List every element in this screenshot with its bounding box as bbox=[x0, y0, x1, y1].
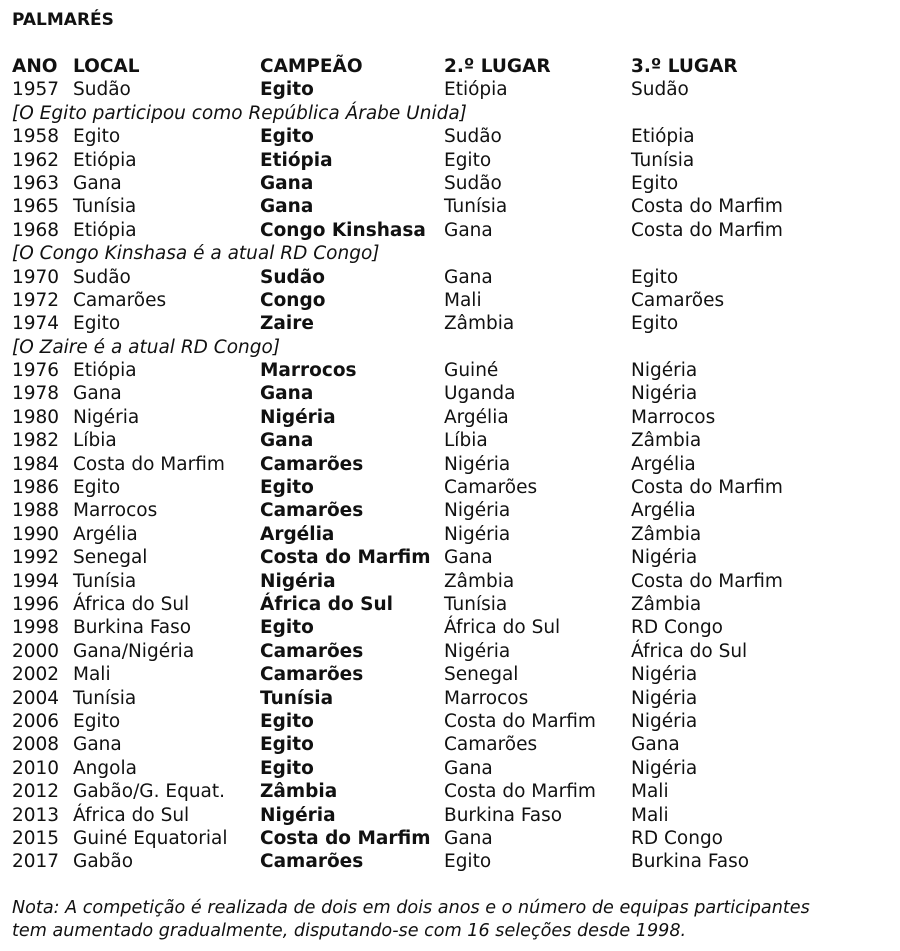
table-row bbox=[12, 827, 892, 850]
local-cell: Gana bbox=[73, 734, 122, 756]
second-place-cell: Zâmbia bbox=[444, 313, 515, 335]
table-row bbox=[12, 219, 892, 242]
note-text: [O Egito participou como República Árabe Unida] bbox=[12, 102, 467, 124]
table-row bbox=[12, 453, 892, 476]
second-place-cell: Nigéria bbox=[444, 453, 511, 475]
local-cell: Gana bbox=[73, 383, 122, 405]
table-row bbox=[12, 406, 892, 429]
local-cell: Egito bbox=[73, 313, 121, 335]
second-place-cell: Camarões bbox=[444, 477, 538, 499]
second-place-cell: Costa do Marfim bbox=[444, 710, 596, 732]
second-place-cell: Gana bbox=[444, 827, 493, 849]
header-year: ANO bbox=[12, 56, 58, 77]
third-place-cell: Zâmbia bbox=[631, 430, 702, 452]
local-cell: Burkina Faso bbox=[73, 617, 192, 639]
local-cell: Sudão bbox=[73, 79, 131, 101]
second-place-cell: Nigéria bbox=[444, 640, 511, 662]
champion-cell: Marrocos bbox=[260, 360, 357, 382]
second-place-cell: Tunísia bbox=[444, 196, 508, 218]
local-cell: Argélia bbox=[73, 523, 138, 545]
champion-cell: Egito bbox=[260, 79, 314, 101]
table-row bbox=[12, 804, 892, 827]
year-cell: 1992 bbox=[12, 547, 60, 569]
second-place-cell: Gana bbox=[444, 547, 493, 569]
second-place-cell: Gana bbox=[444, 757, 493, 779]
champion-cell: Sudão bbox=[260, 266, 325, 288]
champion-cell: Etiópia bbox=[260, 149, 333, 171]
third-place-cell: Nigéria bbox=[631, 757, 698, 779]
local-cell: Angola bbox=[73, 757, 137, 779]
local-cell: Gabão bbox=[73, 851, 134, 873]
second-place-cell: Guiné bbox=[444, 360, 499, 382]
table-row bbox=[12, 593, 892, 616]
second-place-cell: África do Sul bbox=[444, 617, 561, 639]
champion-cell: Costa do Marfim bbox=[260, 547, 431, 569]
third-place-cell: Nigéria bbox=[631, 547, 698, 569]
table-row bbox=[12, 312, 892, 335]
third-place-cell: Nigéria bbox=[631, 360, 698, 382]
local-cell: África do Sul bbox=[73, 593, 190, 615]
second-place-cell: Marrocos bbox=[444, 687, 529, 709]
second-place-cell: Sudão bbox=[444, 172, 502, 194]
palmares-table bbox=[12, 55, 892, 874]
year-cell: 2010 bbox=[12, 757, 60, 779]
champion-cell: Egito bbox=[260, 757, 314, 779]
champion-cell: Egito bbox=[260, 126, 314, 148]
champion-cell: Tunísia bbox=[260, 687, 334, 709]
year-cell: 2015 bbox=[12, 827, 60, 849]
second-place-cell: Senegal bbox=[444, 664, 519, 686]
table-row bbox=[12, 172, 892, 195]
third-place-cell: RD Congo bbox=[631, 617, 724, 639]
local-cell: Gabão/G. Equat. bbox=[73, 781, 226, 803]
second-place-cell: Egito bbox=[444, 851, 492, 873]
note-text: [O Zaire é a atual RD Congo] bbox=[12, 336, 281, 358]
header-third-place: 3.º LUGAR bbox=[631, 56, 738, 77]
second-place-cell: Nigéria bbox=[444, 523, 511, 545]
champion-cell: Camarões bbox=[260, 500, 364, 522]
year-cell: 1990 bbox=[12, 523, 60, 545]
year-cell: 1970 bbox=[12, 266, 60, 288]
local-cell: Etiópia bbox=[73, 149, 137, 171]
champion-cell: Egito bbox=[260, 734, 314, 756]
local-cell: Líbia bbox=[73, 430, 117, 452]
table-row bbox=[12, 359, 892, 382]
year-cell: 1982 bbox=[12, 430, 60, 452]
year-cell: 1958 bbox=[12, 126, 60, 148]
year-cell: 1957 bbox=[12, 79, 60, 101]
local-cell: Tunísia bbox=[73, 570, 137, 592]
year-cell: 2004 bbox=[12, 687, 60, 709]
third-place-cell: Nigéria bbox=[631, 664, 698, 686]
table-row bbox=[12, 780, 892, 803]
local-cell: África do Sul bbox=[73, 804, 190, 826]
third-place-cell: Sudão bbox=[631, 79, 689, 101]
table-row bbox=[12, 523, 892, 546]
year-cell: 1963 bbox=[12, 172, 60, 194]
third-place-cell: Costa do Marfim bbox=[631, 570, 783, 592]
year-cell: 2008 bbox=[12, 734, 60, 756]
champion-cell: Gana bbox=[260, 196, 314, 218]
local-cell: Marrocos bbox=[73, 500, 158, 522]
second-place-cell: Uganda bbox=[444, 383, 516, 405]
header-second-place: 2.º LUGAR bbox=[444, 56, 551, 77]
champion-cell: Egito bbox=[260, 617, 314, 639]
local-cell: Gana bbox=[73, 172, 122, 194]
year-cell: 2002 bbox=[12, 664, 60, 686]
third-place-cell: Costa do Marfim bbox=[631, 477, 783, 499]
third-place-cell: Camarões bbox=[631, 289, 725, 311]
year-cell: 1984 bbox=[12, 453, 60, 475]
second-place-cell: Costa do Marfim bbox=[444, 781, 596, 803]
second-place-cell: Burkina Faso bbox=[444, 804, 563, 826]
table-row bbox=[12, 195, 892, 218]
local-cell: Etiópia bbox=[73, 219, 137, 241]
champion-cell: Egito bbox=[260, 477, 314, 499]
third-place-cell: Argélia bbox=[631, 500, 696, 522]
second-place-cell: Mali bbox=[444, 289, 482, 311]
table-note-row bbox=[12, 102, 892, 125]
local-cell: Senegal bbox=[73, 547, 148, 569]
year-cell: 2013 bbox=[12, 804, 60, 826]
local-cell: Egito bbox=[73, 710, 121, 732]
third-place-cell: Nigéria bbox=[631, 710, 698, 732]
year-cell: 1976 bbox=[12, 360, 60, 382]
local-cell: Camarões bbox=[73, 289, 167, 311]
header-champion: CAMPEÃO bbox=[260, 56, 363, 77]
year-cell: 2017 bbox=[12, 851, 60, 873]
year-cell: 1988 bbox=[12, 500, 60, 522]
table-row bbox=[12, 733, 892, 756]
year-cell: 1978 bbox=[12, 383, 60, 405]
champion-cell: Congo Kinshasa bbox=[260, 219, 426, 241]
third-place-cell: Marrocos bbox=[631, 406, 716, 428]
champion-cell: Nigéria bbox=[260, 570, 336, 592]
third-place-cell: Etiópia bbox=[631, 126, 695, 148]
champion-cell: Argélia bbox=[260, 523, 335, 545]
champion-cell: Gana bbox=[260, 172, 314, 194]
third-place-cell: Tunísia bbox=[631, 149, 695, 171]
third-place-cell: Nigéria bbox=[631, 687, 698, 709]
table-row bbox=[12, 499, 892, 522]
year-cell: 1972 bbox=[12, 289, 60, 311]
footnote bbox=[12, 897, 897, 943]
champion-cell: Camarões bbox=[260, 640, 364, 662]
third-place-cell: Costa do Marfim bbox=[631, 196, 783, 218]
year-cell: 1996 bbox=[12, 593, 60, 615]
third-place-cell: Burkina Faso bbox=[631, 851, 750, 873]
champion-cell: Congo bbox=[260, 289, 326, 311]
champion-cell: Zaire bbox=[260, 313, 314, 335]
local-cell: Gana/Nigéria bbox=[73, 640, 195, 662]
year-cell: 1965 bbox=[12, 196, 60, 218]
table-note-row bbox=[12, 242, 892, 265]
second-place-cell: Líbia bbox=[444, 430, 488, 452]
third-place-cell: Mali bbox=[631, 781, 669, 803]
table-row bbox=[12, 429, 892, 452]
local-cell: Costa do Marfim bbox=[73, 453, 225, 475]
footnote-line: Nota: A competição é realizada de dois em dois anos e o número de equipas participantes bbox=[12, 898, 810, 918]
table-row bbox=[12, 546, 892, 569]
champion-cell: Costa do Marfim bbox=[260, 827, 431, 849]
champion-cell: Camarões bbox=[260, 453, 364, 475]
table-row bbox=[12, 149, 892, 172]
second-place-cell: Argélia bbox=[444, 406, 509, 428]
table-row bbox=[12, 476, 892, 499]
table-row bbox=[12, 687, 892, 710]
year-cell: 1998 bbox=[12, 617, 60, 639]
second-place-cell: Camarões bbox=[444, 734, 538, 756]
table-row bbox=[12, 266, 892, 289]
table-row bbox=[12, 78, 892, 101]
champion-cell: Egito bbox=[260, 710, 314, 732]
third-place-cell: RD Congo bbox=[631, 827, 724, 849]
local-cell: Tunísia bbox=[73, 196, 137, 218]
table-row bbox=[12, 850, 892, 873]
year-cell: 1968 bbox=[12, 219, 60, 241]
local-cell: Sudão bbox=[73, 266, 131, 288]
champion-cell: Gana bbox=[260, 383, 314, 405]
champion-cell: Nigéria bbox=[260, 804, 336, 826]
year-cell: 1986 bbox=[12, 477, 60, 499]
champion-cell: Zâmbia bbox=[260, 781, 338, 803]
year-cell: 1962 bbox=[12, 149, 60, 171]
champion-cell: África do Sul bbox=[260, 593, 393, 615]
second-place-cell: Nigéria bbox=[444, 500, 511, 522]
header-local: LOCAL bbox=[73, 56, 140, 77]
local-cell: Etiópia bbox=[73, 360, 137, 382]
second-place-cell: Tunísia bbox=[444, 593, 508, 615]
local-cell: Egito bbox=[73, 477, 121, 499]
note-text: [O Congo Kinshasa é a atual RD Congo] bbox=[12, 243, 380, 265]
third-place-cell: Mali bbox=[631, 804, 669, 826]
third-place-cell: Costa do Marfim bbox=[631, 219, 783, 241]
third-place-cell: Gana bbox=[631, 734, 680, 756]
table-header-row bbox=[12, 55, 892, 78]
second-place-cell: Egito bbox=[444, 149, 492, 171]
table-row bbox=[12, 289, 892, 312]
table-row bbox=[12, 125, 892, 148]
table-row bbox=[12, 757, 892, 780]
year-cell: 2012 bbox=[12, 781, 60, 803]
third-place-cell: Egito bbox=[631, 313, 679, 335]
champion-cell: Gana bbox=[260, 430, 314, 452]
third-place-cell: Argélia bbox=[631, 453, 696, 475]
year-cell: 2006 bbox=[12, 710, 60, 732]
second-place-cell: Sudão bbox=[444, 126, 502, 148]
table-row bbox=[12, 710, 892, 733]
table-row bbox=[12, 382, 892, 405]
local-cell: Mali bbox=[73, 664, 111, 686]
third-place-cell: África do Sul bbox=[631, 640, 748, 662]
third-place-cell: Zâmbia bbox=[631, 593, 702, 615]
page-title: PALMARÉS bbox=[12, 10, 114, 30]
champion-cell: Camarões bbox=[260, 664, 364, 686]
table-note-row bbox=[12, 336, 892, 359]
year-cell: 1974 bbox=[12, 313, 60, 335]
third-place-cell: Egito bbox=[631, 172, 679, 194]
second-place-cell: Zâmbia bbox=[444, 570, 515, 592]
footnote-line: tem aumentado gradualmente, disputando-se com 16 seleções desde 1998. bbox=[12, 921, 687, 941]
champion-cell: Camarões bbox=[260, 851, 364, 873]
second-place-cell: Gana bbox=[444, 219, 493, 241]
table-row bbox=[12, 663, 892, 686]
local-cell: Nigéria bbox=[73, 406, 140, 428]
table-row bbox=[12, 640, 892, 663]
champion-cell: Nigéria bbox=[260, 406, 336, 428]
year-cell: 2000 bbox=[12, 640, 60, 662]
third-place-cell: Zâmbia bbox=[631, 523, 702, 545]
year-cell: 1980 bbox=[12, 406, 60, 428]
local-cell: Guiné Equatorial bbox=[73, 827, 228, 849]
second-place-cell: Gana bbox=[444, 266, 493, 288]
local-cell: Egito bbox=[73, 126, 121, 148]
second-place-cell: Etiópia bbox=[444, 79, 508, 101]
year-cell: 1994 bbox=[12, 570, 60, 592]
table-row bbox=[12, 570, 892, 593]
third-place-cell: Egito bbox=[631, 266, 679, 288]
table-row bbox=[12, 616, 892, 639]
third-place-cell: Nigéria bbox=[631, 383, 698, 405]
local-cell: Tunísia bbox=[73, 687, 137, 709]
